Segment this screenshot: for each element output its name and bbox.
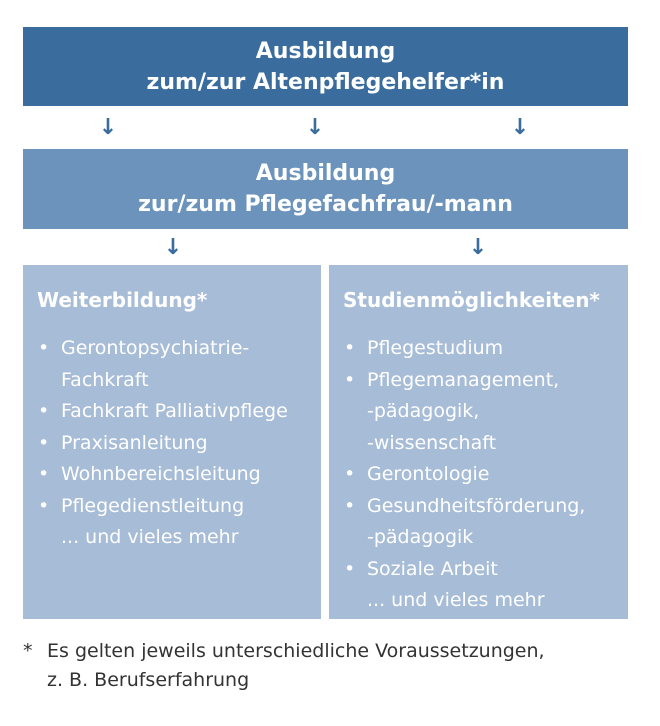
arrow-down-icon: ↓ [305,115,325,140]
arrow-down-icon: ↓ [98,115,118,140]
bullet-icon: • [344,463,356,485]
arrow-down-icon: ↓ [163,235,183,260]
footnote-asterisk: * [23,640,33,662]
list-item-continuation: -pädagogik, [367,400,480,422]
studienmoeglichkeiten-list [343,333,628,585]
list-item: • Gesundheitsförderung, [343,491,628,523]
list-item: • Wohnbereichsleitung [37,459,321,491]
list-item: • Pflegemanagement, [343,365,628,397]
footnote [23,637,638,695]
mid-box-title-line1: Ausbildung [255,161,396,186]
studienmoeglichkeiten-more-text: ... und vieles mehr [367,589,545,611]
footnote-line: z. B. Berufserfahrung [47,669,250,691]
list-item: • Fachkraft Palliativpflege [37,396,321,428]
studienmoeglichkeiten-box [329,265,628,619]
footnote-line: * Es gelten jeweils unterschiedliche Voraussetzungen, [23,637,638,666]
list-item-continuation: Fachkraft [61,368,149,391]
top-box-title-line1: Ausbildung [255,38,396,64]
training-box-altenpflegehelfer [23,27,628,106]
bullet-icon: • [38,431,50,454]
bullet-icon: • [38,463,50,485]
list-item: • Gerontopsychiatrie- [37,333,321,365]
bullet-icon: • [344,557,356,580]
bullet-icon: • [344,337,356,359]
studienmoeglichkeiten-heading: Studienmöglichkeiten* [343,288,600,312]
arrow-down-icon: ↓ [468,235,488,260]
weiterbildung-box [23,265,321,619]
weiterbildung-list [37,333,321,522]
bullet-icon: • [38,494,50,517]
weiterbildung-heading: Weiterbildung* [37,288,208,312]
mid-box-title-line2: zur/zum Pflegefachfrau/-mann [138,192,513,217]
list-item-continuation: -wissenschaft [367,431,497,454]
list-item-continuation: -pädagogik [367,526,474,548]
list-item: • Gerontologie [343,459,628,491]
list-item: • Pflegedienstleitung [37,491,321,523]
bullet-icon: • [38,400,50,422]
bullet-icon: • [344,494,356,517]
list-item: • Praxisanleitung [37,428,321,460]
training-box-pflegefachfrau [23,149,628,229]
arrow-down-icon: ↓ [510,115,530,140]
top-box-title-line2: zum/zur Altenpflegehelfer*in [146,69,505,95]
bullet-icon: • [344,368,356,391]
weiterbildung-more-text: ... und vieles mehr [61,526,239,548]
list-item: • Pflegestudium [343,333,628,365]
bullet-icon: • [38,337,50,359]
list-item: • Soziale Arbeit [343,554,628,586]
